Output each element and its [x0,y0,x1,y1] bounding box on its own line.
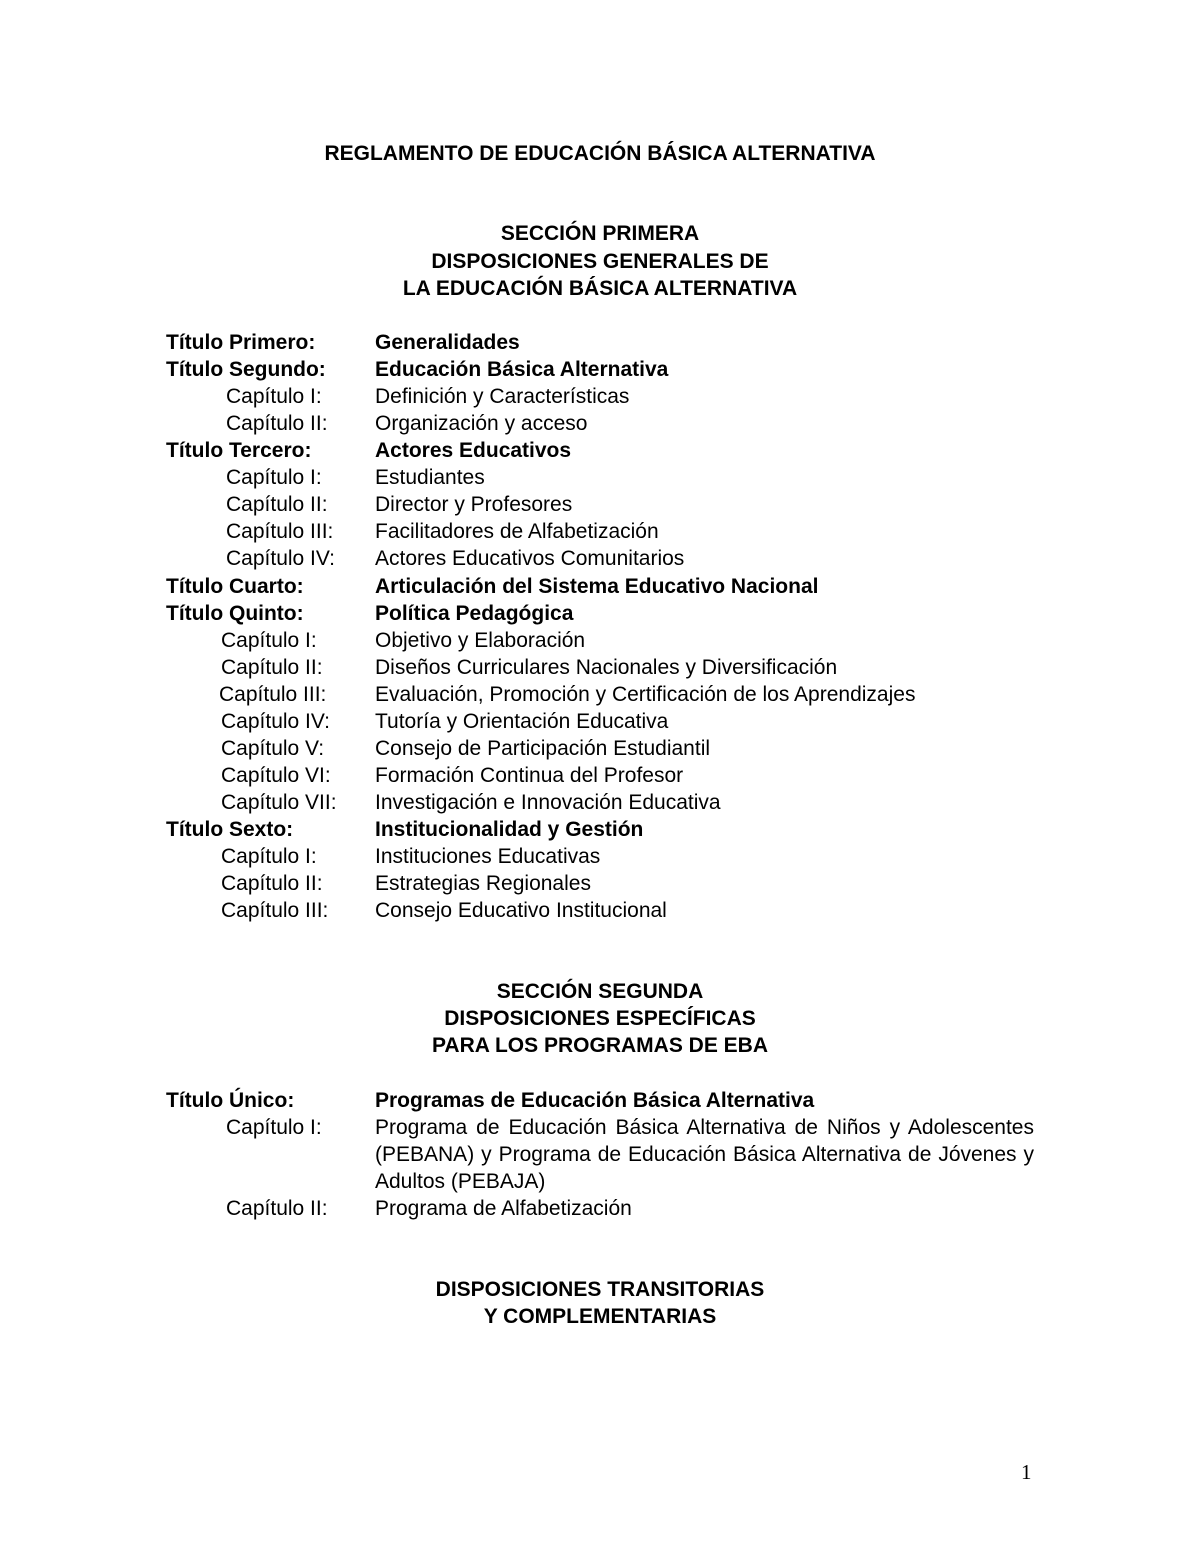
section-1-subheading-2: LA EDUCACIÓN BÁSICA ALTERNATIVA [402,277,798,300]
index-label: Capítulo I: [221,845,317,868]
section-1-subheading: DISPOSICIONES GENERALES DE [431,250,769,273]
index-text: Educación Básica Alternativa [375,358,669,381]
index-text: Definición y Características [375,385,630,408]
index-text: Programa de Alfabetización [375,1197,632,1220]
index-label: Capítulo VII: [221,791,337,814]
index-label: Capítulo II: [221,872,323,895]
index-text: Consejo de Participación Estudiantil [375,737,711,760]
index-label: Capítulo II: [221,656,323,679]
section-2-heading: SECCIÓN SEGUNDA [496,980,704,1003]
index-text: Director y Profesores [375,493,573,516]
section-2-subheading: DISPOSICIONES ESPECÍFICAS [444,1007,756,1030]
index-label: Título Único: [166,1089,295,1112]
index-text: Diseños Curriculares Nacionales y Diversificación [375,656,838,679]
index-text: Instituciones Educativas [375,845,601,868]
index-label: Capítulo I: [226,1116,322,1139]
index-label: Capítulo I: [221,629,317,652]
transitorias-subheading: Y COMPLEMENTARIAS [483,1305,717,1328]
index-text: Estrategias Regionales [375,872,591,895]
index-label: Capítulo II: [226,493,328,516]
index-text: Estudiantes [375,466,485,489]
index-text: Consejo Educativo Institucional [375,899,667,922]
index-label: Capítulo I: [226,385,322,408]
index-text: Investigación e Innovación Educativa [375,791,721,814]
index-label: Capítulo VI: [221,764,331,787]
document-title: REGLAMENTO DE EDUCACIÓN BÁSICA ALTERNATIVA [324,142,876,165]
page-number: 1 [1021,1460,1032,1484]
index-label: Capítulo II: [226,1197,328,1220]
index-text: Facilitadores de Alfabetización [375,520,659,543]
section-2-subheading-2: PARA LOS PROGRAMAS DE EBA [431,1034,769,1057]
index-label: Título Segundo: [166,358,326,381]
index-label: Capítulo III: [226,520,334,543]
index-label: Capítulo I: [226,466,322,489]
index-label: Título Sexto: [166,818,294,841]
index-text: Organización y acceso [375,412,588,435]
index-text: Evaluación, Promoción y Certificación de los Aprendizajes [375,683,916,706]
index-label: Capítulo III: [221,899,329,922]
index-text: Objetivo y Elaboración [375,629,586,652]
index-text: Actores Educativos [375,439,572,462]
index-label: Capítulo IV: [226,547,335,570]
index-text: Tutoría y Orientación Educativa [375,710,669,733]
index-label: Capítulo IV: [221,710,330,733]
index-text: Institucionalidad y Gestión [375,818,644,841]
index-label: Capítulo III: [219,683,327,706]
index-text: Actores Educativos Comunitarios [375,547,685,570]
index-text-paragraph: Programa de Educación Básica Alternativa de Niños y Adolescentes (PEBANA) y Programa de Educación Básica Alternativa de Jóvenes y Adultos (PEBAJA) [375,1116,1034,1193]
index-text: Política Pedagógica [375,602,574,625]
transitorias-heading: DISPOSICIONES TRANSITORIAS [435,1278,765,1301]
index-text: Articulación del Sistema Educativo Nacional [375,575,819,598]
index-label: Título Quinto: [166,602,304,625]
index-label: Título Primero: [166,331,316,354]
index-label: Título Tercero: [166,439,312,462]
section-1-heading: SECCIÓN PRIMERA [500,222,700,245]
index-label: Capítulo II: [226,412,328,435]
index-text: Generalidades [375,331,520,354]
index-label: Capítulo V: [221,737,325,760]
index-text: Programas de Educación Básica Alternativa [375,1089,815,1112]
index-label: Título Cuarto: [166,575,304,598]
index-text: Formación Continua del Profesor [375,764,684,787]
